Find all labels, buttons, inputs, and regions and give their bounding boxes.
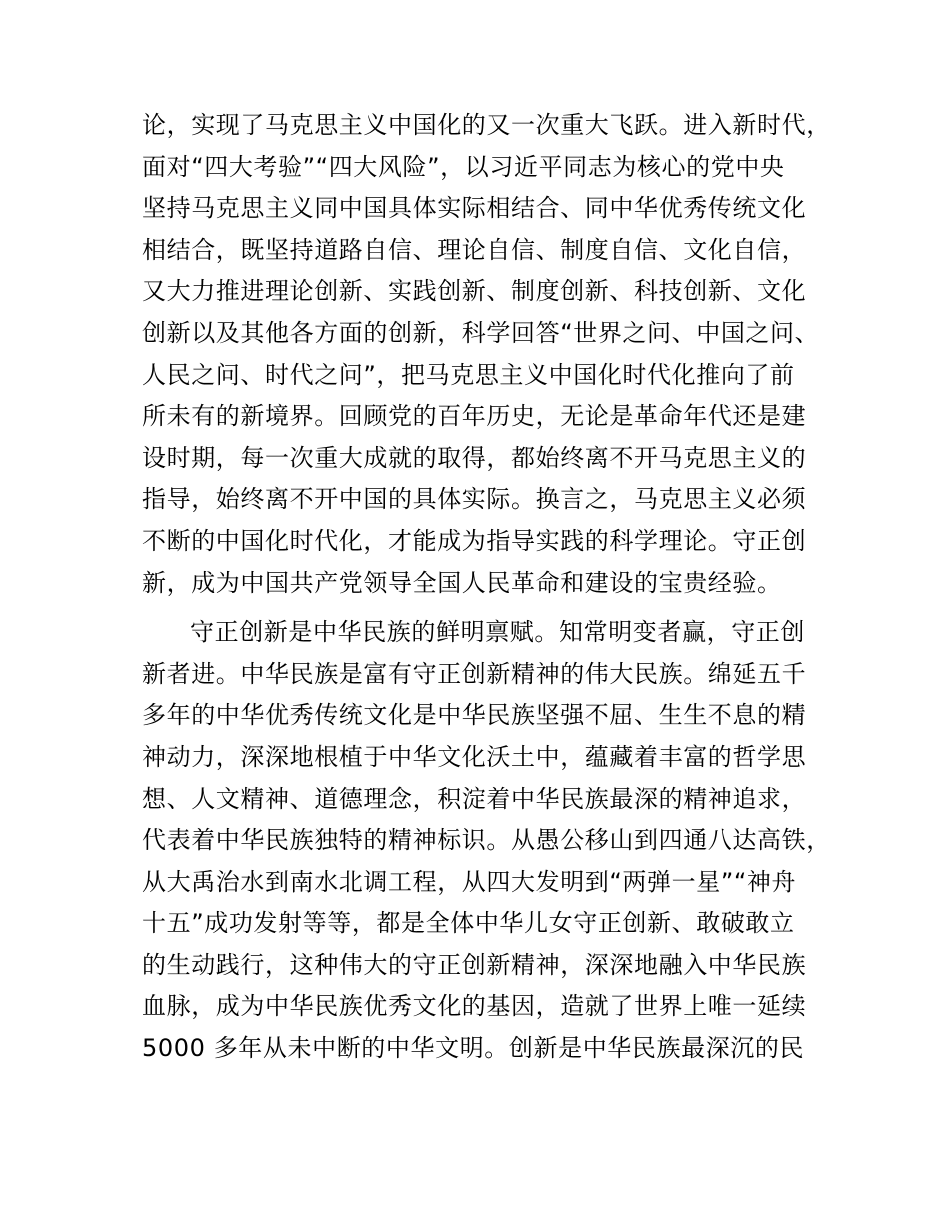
paragraph-line: 从大禹治水到南水北调工程，从四大发明到“两弹一星”“神舟 <box>142 867 797 896</box>
paragraph-line: 代表着中华民族独特的精神标识。从愚公移山到四通八达高铁， <box>142 826 831 855</box>
document-body <box>142 105 842 1070</box>
paragraph-line: 新，成为中国共产党领导全国人民革命和建设的宝贵经验。 <box>142 568 782 597</box>
paragraph-2 <box>142 612 842 1070</box>
paragraph-line: 设时期，每一次重大成就的取得，都始终离不开马克思主义的 <box>142 443 807 472</box>
paragraph-line: 5000 多年从未中断的中华文明。创新是中华民族最深沉的民 <box>142 1034 805 1063</box>
paragraph-line: 又大力推进理论创新、实践创新、制度创新、科技创新、文化 <box>142 277 807 306</box>
paragraph-line: 面对“四大考验”“四大风险”，以习近平同志为核心的党中央 <box>142 152 785 181</box>
paragraph-line: 指导，始终离不开中国的具体实际。换言之，马克思主义必须 <box>142 485 807 514</box>
paragraph-line: 人民之问、时代之问”，把马克思主义中国化时代化推向了前 <box>142 360 795 389</box>
paragraph-1 <box>142 105 842 604</box>
paragraph-line: 创新以及其他各方面的创新，科学回答“世界之问、中国之问、 <box>142 318 820 347</box>
paragraph-line: 守正创新是中华民族的鲜明禀赋。知常明变者赢，守正创 <box>190 618 805 647</box>
paragraph-line: 所未有的新境界。回顾党的百年历史，无论是革命年代还是建 <box>142 402 807 431</box>
paragraph-line: 神动力，深深地根植于中华文化沃土中，蕴藏着丰富的哲学思 <box>142 742 807 771</box>
paragraph-line: 多年的中华优秀传统文化是中华民族坚强不屈、生生不息的精 <box>142 701 807 730</box>
paragraph-line: 的生动践行，这种伟大的守正创新精神，深深地融入中华民族 <box>142 950 807 979</box>
paragraph-line: 血脉，成为中华民族优秀文化的基因，造就了世界上唯一延续 <box>142 992 807 1021</box>
paragraph-line: 坚持马克思主义同中国具体实际相结合、同中华优秀传统文化 <box>142 194 807 223</box>
paragraph-line: 想、人文精神、道德理念，积淀着中华民族最深的精神追求， <box>142 784 807 813</box>
paragraph-line: 十五”成功发射等等，都是全体中华儿女守正创新、敢破敢立 <box>142 909 795 938</box>
paragraph-line: 新者进。中华民族是富有守正创新精神的伟大民族。绵延五千 <box>142 659 807 688</box>
paragraph-line: 不断的中国化时代化，才能成为指导实践的科学理论。守正创 <box>142 526 807 555</box>
paragraph-line: 相结合，既坚持道路自信、理论自信、制度自信、文化自信， <box>142 235 807 264</box>
paragraph-line: 论，实现了马克思主义中国化的又一次重大飞跃。进入新时代， <box>142 111 831 139</box>
